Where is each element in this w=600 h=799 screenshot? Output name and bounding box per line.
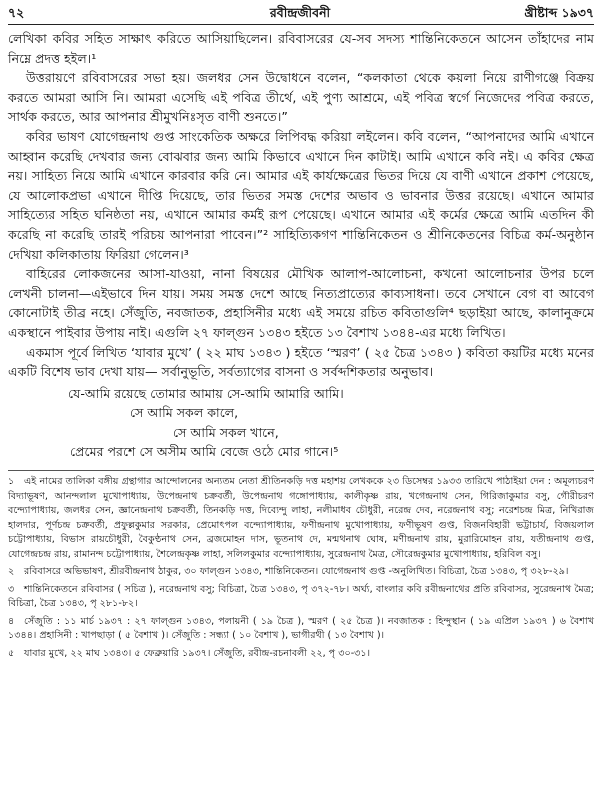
footnote-number: ২ — [8, 566, 15, 578]
footnote-number: ৩ — [8, 583, 15, 595]
body-text — [8, 29, 594, 462]
footnote-text: যাবার মুখে, ২২ মাঘ ১৩৪৩। ৫ ফেব্রুয়ারি ১৯৩৭। সেঁজুতি, রবীন্দ্র-রচনাবলী ২২, পৃ ৩০-৩১। — [24, 647, 371, 659]
footnote — [8, 583, 594, 612]
footnote-number: ৫ — [8, 647, 15, 659]
page-number: ৭২ — [8, 5, 25, 20]
footnote-text: সেঁজুতি : ১১ মার্চ ১৯৩৭ : ২৭ ফাল্গুন ১৩৪৩, পলায়নী ( ১৯ চৈত্র ), স্মরণ ( ২৫ চৈত্র )। নবজাতক : হিন্দুস্থান ( ১৯ এপ্রিল ১৯৩৭ ) ৬ বৈশাখ ১৩৪৪। প্রহাসিনী : খাপছাড়া ( ৫ বৈশাখ )। সেঁজুতি : সন্ধ্যা ( ১০ বৈশাখ ), ভাগীরথী ( ১৩ বৈশাখ )। — [8, 615, 594, 642]
verse-line: যে-আমি রয়েছে তোমার আমায় সে-আমি আমারি আমি। — [68, 385, 344, 401]
paragraph: উত্তরায়ণে রবিবাসরের সভা হয়। জলধর সেন উদ্বোধনে বলেন, “কলকাতা থেকে কয়লা নিয়ে রাণীগঞ্জে বিক্রয় করতে আমরা আসি নি। আমরা এসেছি এই পবিত্র তীর্থে, এই পুণ্য আশ্রমে, এই পবিত্র স্বর্গে নিজেদের পবিত্র করতে, সার্থক করতে, আর আপনার শ্রীমুখনিঃসৃত বাণী শুনতে।” — [8, 70, 594, 125]
footnote — [8, 647, 594, 662]
footnote — [8, 475, 594, 562]
paragraph: কবির ভাষণ যোগেন্দ্রনাথ গুপ্ত সাংকেতিক অক্ষরে লিপিবদ্ধ করিয়া লইলেন। কবি বলেন, “আপনাদের আমি এখানে আহ্বান করেছি দেখবার জন্য বোঝবার জন্য আমি কিভাবে এখানে দিন কাটাই। আমি এখানে কবি নই। এ কবির ক্ষেত্র নয়। সাহিত্য নিয়ে আমি এখানে কারবার করি নে। আমার এই কার্যক্ষেত্রের ভিতর দিয়ে যে বাণী এখানে প্রকাশ পেয়েছে, যে আলোকপ্রভা এখানে দীপ্তি দিয়েছে, তার ভিতর সমস্ত দেশের অভাব ও ভাবনার উত্তর রয়েছে। এখানে আমার সাহিত্যের সহিত ঘনিষ্ঠতা নয়, এখানে আমার কর্মই রূপ পেয়েছে। এখানে আমার এই কর্মের ক্ষেত্রে আমি এতদিন কী করেছি না করেছি তারই পরিচয় আপনারা পাবেন।”² সাহিত্যিকগণ শান্তিনিকেতন ও শ্রীনিকেতনের বিচিত্র কর্ম-অনুষ্ঠান দেখিয়া কলিকাতায় ফিরিয়া গেলেন।³ — [8, 128, 594, 262]
footnotes — [8, 475, 594, 661]
footnote-text: শান্তিনিকেতনে রবিবাসর ( সচিত্র ), নরেন্দ্রনাথ বসু; বিচিত্রা, চৈত্র ১৩৪৩, পৃ ৩৭২-৭৮। অর্ঘ্য, বাংলার কবি রবীন্দ্রনাথের প্রতি রবিবাসর, সুরেন্দ্রনাথ মৈত্র; বিচিত্রা, চৈত্র ১৩৪৩, পৃ ২৮১-৮২। — [8, 583, 594, 610]
footnote-number: ১ — [8, 476, 15, 488]
footnote-rule — [8, 470, 594, 471]
verse-quote — [8, 384, 594, 462]
footnote-text: রবিবাসরে অভিভাষণ, শ্রীরবীন্দ্রনাথ ঠাকুর, ৩০ ফাল্গুন ১৩৪৩, শান্তিনিকেতন। যোগেন্দ্রনাথ গুপ্ত -অনুলিখিত। বিচিত্রা, চৈত্র ১৩৪৩, পৃ ৩২৮-২৯। — [24, 566, 569, 578]
verse-line: সে আমি সকল খানে, — [173, 424, 279, 440]
footnote-number: ৪ — [8, 615, 15, 627]
running-header — [8, 4, 594, 22]
footnote — [8, 565, 594, 580]
paragraph: লেখিকা কবির সহিত সাক্ষাৎ করিতে আসিয়াছিলেন। রবিবাসরের যে-সব সদস্য শান্তিনিকেতনে আসেন তাঁহাদের নাম নিম্নে প্রদত্ত হইল।¹ — [8, 31, 594, 66]
running-title: রবীন্দ্রজীবনী — [269, 5, 331, 20]
footnote — [8, 615, 594, 644]
running-year: খ্রীষ্টাব্দ ১৯৩৭ — [524, 5, 594, 20]
paragraph: একমাস পূর্বে লিখিত ‘যাবার মুখে’ ( ২২ মাঘ ১৩৪৩ ) হইতে ‘স্মরণ’ ( ২৫ চৈত্র ১৩৪৩ ) কবিতা কয়টির মধ্যে মনের একটি বিশেষ ভাব দেখা যায়— সর্বানুভূতি, সর্বত্যাগের বাসনা ও সর্বব্দশিকতার অনুভাব। — [8, 344, 594, 380]
header-rule — [8, 24, 594, 25]
verse-line: সে আমি সকল কালে, — [130, 405, 239, 421]
footnote-text: এই নামের তালিকা বঙ্গীয় গ্রন্থাগার আন্দোলনের অন্যতম নেতা শ্রীতিনকড়ি দত্ত মহাশয় লেখককে ২৩ ডিসেম্বর ১৯৩৩ তারিখে পাঠাইয়া দেন : অমূল্যচরণ বিদ্যাভূষণ, আনন্দলাল মুখোপাধ্যায়, উপেন্দ্রনাথ চক্রবর্তী, উপেন্দ্রনাথ গঙ্গোপাধ্যায়, কালীকৃষ্ণ রায়, খগেন্দ্রনাথ সেন, গিরিজাকুমার বসু, গৌরীচরণ বন্দ্যোপাধ্যায়, জলধর সেন, জ্ঞানেন্দ্রনাথ চক্রবর্তী, তিনকড়ি দত্ত, দিব্যেন্দু লাহা, নলীমাধব চৌধুরী, নরেন্দ্র দেব, নরেন্দ্রনাথ বসু; নরেশচন্দ্র মিত্র, নিখিরাজ হালদার, পূর্ণচন্দ্র চক্রবর্তী, প্রফুল্লকুমার সরকার, প্রেমোৎপল বন্দ্যোপাধ্যায়, ফণীন্দ্রনাথ মুখোপাধ্যায়, ফণীভূষণ গুপ্ত, বিজনবিহারী ভট্টাচার্য, বিজয়লাল চট্টোপাধ্যায়, বিভাস রায়চৌধুরী, বৈকুণ্ঠনাথ সেন, ব্রজমোহন দাস, ভূতনাথ দে, মন্মথনাথ ঘোষ, মণীন্দ্রনাথ রায়, মুরারিমোহন রায়, যতীন্দ্রনাথ গুপ্ত, যোগেন্দ্রচন্দ্র রায়, রামানন্দ চট্টোপাধ্যায়, শৈলেন্দ্রকৃষ্ণ লাহা, সলিলকুমার বন্দ্যোপাধ্যায়, সুরেন্দ্রনাথ মৈত্র, সৌরেন্দ্রকুমার মুখোপাধ্যায়, হরিবিল বসু। — [8, 476, 594, 560]
paragraph: বাহিরের লোকজনের আসা-যাওয়া, নানা বিষয়ের মৌখিক আলাপ-আলোচনা, কখনো আলোচনার উপর চলে লেখনী চালনা—এইভাবে দিন যায়। সময় সমস্ত দেশে আছে নিত্যপ্রাত্যের কাব্যসাধনা। তবে সেখানে বেগ বা আবেগ কোনোটাই তীব্র নহে। সেঁজুতি, নবজাতক, প্রহাসিনীর মধ্যে এই সময়ে রচিত কবিতাগুলি⁴ ছড়াইয়া আছে, কালানুক্রমে একস্থানে পাইবার উপায় নাই। এগুলি ২৭ ফাল্গুন ১৩৪৩ হইতে ১৩ বৈশাখ ১৩৪৪-এর মধ্যে লিখিত। — [8, 266, 594, 340]
verse-line: প্রেমের পরশে সে অসীম আমি বেজে ওঠে মোর গানে।⁵ — [70, 444, 339, 460]
